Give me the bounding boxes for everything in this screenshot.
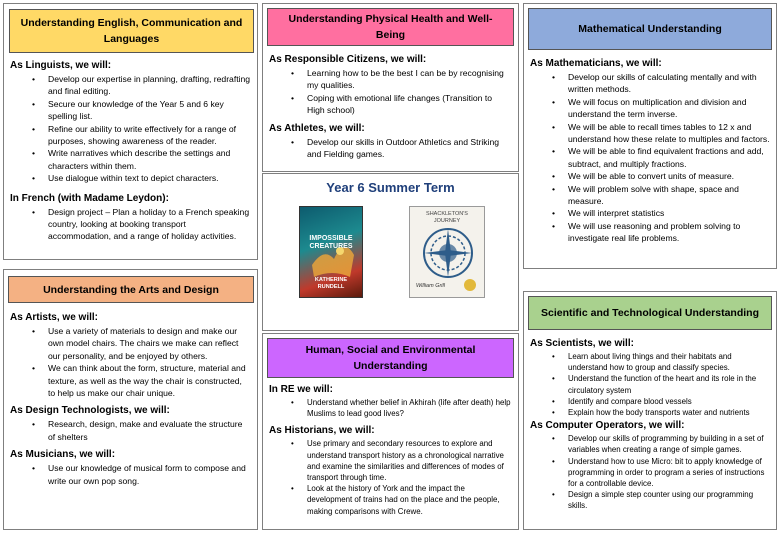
english-panel — [3, 3, 258, 260]
citizens-list — [269, 67, 512, 117]
list-item: • We will be able to find equivalent fractions and add, subtract, and multiply fractions. — [530, 145, 770, 170]
list-item: • Use dialogue within text to depict characters. — [10, 172, 251, 184]
list-item: • We will be able to recall times tables to 12 x and understand how these relate to multiples and factors. — [530, 121, 770, 146]
citizens-heading: As Responsible Citizens, we will: — [269, 54, 427, 65]
musicians-list — [10, 462, 251, 487]
humanities-header: Human, Social and Environmental Understanding — [267, 338, 514, 378]
french-heading: In French (with Madame Leydon): — [10, 192, 169, 204]
list-item: • Learn about living things and their habitats and understand how to group and classify species. — [530, 351, 770, 373]
linguists-heading: As Linguists, we will: — [10, 60, 112, 71]
list-item: • Develop our skills of calculating mentally and with written methods. — [530, 71, 770, 96]
list-item: • Use primary and secondary resources to explore and understand transport history as a chronological narrative and examine the similarities and differences of modes of transport through time. — [269, 438, 512, 483]
maths-header: Mathematical Understanding — [528, 8, 772, 50]
humanities-body — [269, 380, 512, 517]
list-item: • Develop our skills of programming by building in a set of variables when creating a range of simple games. — [530, 433, 770, 455]
list-item: • Understand how to use Micro: bit to apply knowledge of programming in order to program a series of instructions for a controllable device. — [530, 456, 770, 490]
list-item: • We will focus on multiplication and division and understand the term inverse. — [530, 96, 770, 121]
list-item: • Research, design, make and evaluate the structure of shelters — [10, 418, 251, 443]
list-item: • Develop our expertise in planning, drafting, redrafting and final editing. — [10, 73, 251, 98]
mathematicians-heading: As Mathematicians, we will: — [530, 58, 662, 69]
book-cover-impossible-creatures — [299, 206, 363, 298]
artists-heading: As Artists, we will: — [10, 312, 98, 323]
linguists-list — [10, 73, 251, 185]
arts-header: Understanding the Arts and Design — [8, 276, 254, 303]
list-item: • We will problem solve with shape, space and measure. — [530, 183, 770, 208]
maths-list — [530, 71, 770, 245]
english-header: Understanding English, Communication and Languages — [9, 9, 254, 53]
humanities-panel — [262, 333, 519, 530]
french-list — [10, 206, 251, 243]
re-heading: In RE we will: — [269, 384, 333, 395]
science-header: Scientific and Technological Understanding — [528, 296, 772, 330]
list-item: • We can think about the form, structure, material and texture, as well as the way the chair is constructed, to help us make our chair unique. — [10, 362, 251, 399]
artists-list — [10, 325, 251, 399]
list-item: • Design a simple step counter using our programming skills. — [530, 489, 770, 511]
historians-heading: As Historians, we will: — [269, 425, 375, 437]
scientists-heading: As Scientists, we will: — [530, 338, 634, 349]
arts-body — [10, 308, 251, 487]
scientists-list — [530, 351, 770, 418]
list-item: • Learning how to be the best I can be by recognising my qualities. — [269, 67, 512, 92]
book1-title: IMPOSSIBLE CREATURES — [309, 235, 353, 250]
list-item: • We will be able to convert units of measure. — [530, 170, 770, 182]
centre-panel — [262, 173, 519, 331]
list-item: • We will use reasoning and problem solving to investigate real life problems. — [530, 220, 770, 245]
page-title: Year 6 Summer Term — [326, 180, 455, 195]
english-body — [10, 56, 251, 243]
list-item: • Understand whether belief in Akhirah (life after death) help Muslims to lead good lives? — [269, 397, 512, 419]
book2-author: William Grill — [416, 283, 445, 289]
list-item: • Design project – Plan a holiday to a French speaking country, looking at booking transport accommodation, and a range of holiday activities. — [10, 206, 251, 243]
list-item: • Use our knowledge of musical form to compose and write our own pop song. — [10, 462, 251, 487]
list-item: • Explain how the body transports water and nutrients — [530, 407, 770, 418]
physical-body — [269, 50, 512, 160]
arts-panel — [3, 269, 258, 530]
historians-list — [269, 438, 512, 516]
science-body — [530, 334, 770, 512]
book2-title: SHACKLETON'S JOURNEY — [426, 211, 468, 224]
athletes-list — [269, 136, 512, 161]
musicians-heading: As Musicians, we will: — [10, 449, 116, 461]
re-list — [269, 397, 512, 419]
maths-body — [530, 54, 770, 245]
maths-panel — [523, 3, 777, 269]
list-item: • Develop our skills in Outdoor Athletics and Striking and Fielding games. — [269, 136, 512, 161]
list-item: • Refine our ability to write effectively for a range of purposes, showing awareness of the reader. — [10, 123, 251, 148]
list-item: • Coping with emotional life changes (Transition to High school) — [269, 92, 512, 117]
athletes-heading: As Athletes, we will: — [269, 122, 365, 134]
list-item: • Identify and compare blood vessels — [530, 396, 770, 407]
book-cover-shackletons-journey — [409, 206, 485, 298]
list-item: • Use a variety of materials to design and make our own model chairs. The chairs we make can reflect our personality, and be enjoyed by others. — [10, 325, 251, 362]
list-item: • Secure our knowledge of the Year 5 and 6 key spelling list. — [10, 98, 251, 123]
design-tech-heading: As Design Technologists, we will: — [10, 405, 170, 417]
book1-author: KATHERINE RUNDELL — [314, 277, 348, 290]
physical-panel — [262, 3, 519, 172]
physical-header: Understanding Physical Health and Well-Being — [267, 8, 514, 46]
design-tech-list — [10, 418, 251, 443]
list-item: • Look at the history of York and the impact the development of trains had on the place and the people, making comparisons with Crewe. — [269, 483, 512, 517]
list-item: • We will interpret statistics — [530, 207, 770, 219]
list-item: • Write narratives which describe the settings and characters within them. — [10, 147, 251, 172]
list-item: • Understand the function of the heart and its role in the circulatory system — [530, 373, 770, 395]
science-panel — [523, 291, 777, 530]
computer-operators-heading: As Computer Operators, we will: — [530, 420, 685, 432]
computing-list — [530, 433, 770, 511]
